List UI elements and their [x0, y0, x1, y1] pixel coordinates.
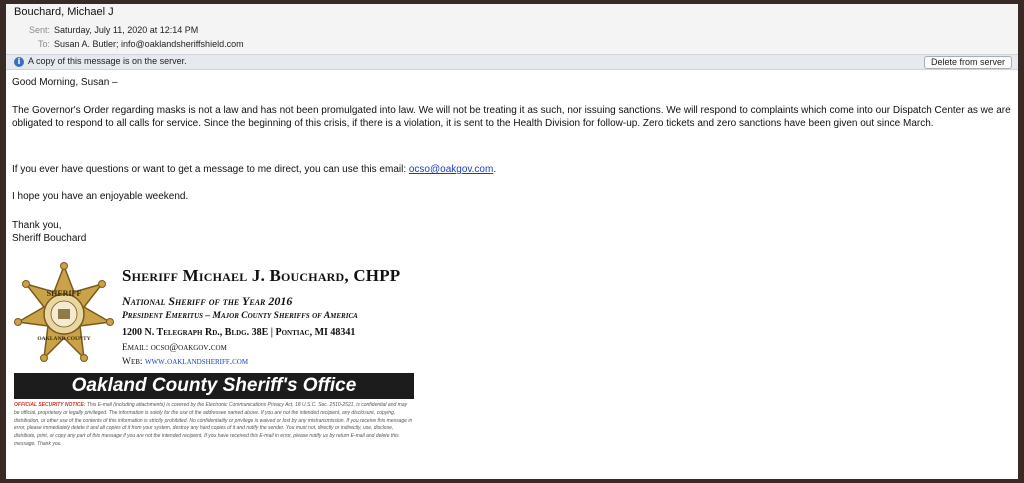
- delete-from-server-button[interactable]: Delete from server: [924, 56, 1012, 69]
- security-notice-text: This E-mail (including attachments) is covered by the Electronic Communications Privacy Act, 18 U.S.C. Sec. 2510-2521, is confidential and may be official, proprietary or legally privileged. The information is solely for the use of the addressee named above. If you are not the intended recipient, any disclosure, copying, distribution, or other use of the contents of this information is strictly prohibited. No confidentiality or privilege is waived or lost by any mistransmission. If you receive this message in error, please immediately delete it and all copies of it from your system, destroy any hard copies of it and notify the sender. You must not, directly or indirectly, use, disclose, distribute, print, or copy any part of this message if you are not the intended recipient. If you have received this E-mail in error, please notify us by return E-mail and delete this message. Thank you.: [14, 402, 413, 447]
- sheriff-star-badge: [12, 262, 116, 366]
- sender-name: Bouchard, Michael J: [14, 6, 114, 18]
- email-window: [6, 4, 1018, 479]
- greeting: Good Morning, Susan –: [12, 77, 118, 88]
- security-notice: [14, 402, 414, 449]
- weekend-paragraph: I hope you have an enjoyable weekend.: [12, 191, 189, 202]
- message-header: [6, 4, 1018, 54]
- to-row: [16, 39, 244, 49]
- office-banner: Oakland County Sheriff's Office: [14, 373, 414, 399]
- sent-value: Saturday, July 11, 2020 at 12:14 PM: [54, 25, 199, 35]
- body-paragraph: The Governor's Order regarding masks is not a law and has not been promulgated into law. We will not be treating it as such, nor issuing sanctions. We will respond to complaints which come into our Dispatch Center as we are obligated to respond to all calls for service. Since the beginning of this crisis, if there is a violation, it is sent to the Health Division for follow-up. Zero tickets and zero sanctions have been given out since March.: [12, 105, 1011, 129]
- signature-web: [122, 357, 248, 367]
- to-recipients[interactable]: Susan A. Butler; info@oaklandsheriffshield.com: [54, 39, 244, 49]
- email-link[interactable]: ocso@oakgov.com: [408, 164, 494, 175]
- badge-top-text: SHERIFF: [46, 289, 82, 298]
- signature-web-link[interactable]: www.oaklandsheriff.com: [144, 357, 249, 367]
- server-notice-text: A copy of this message is on the server.: [28, 56, 187, 66]
- signature-name: Sheriff Michael J. Bouchard, CHPP: [122, 266, 401, 285]
- server-notice-bar: [6, 54, 1018, 70]
- signature-email-label: Email:: [122, 343, 151, 353]
- signature-block: [122, 266, 401, 367]
- security-notice-lead: OFFICIAL SECURITY NOTICE:: [14, 402, 86, 408]
- contact-paragraph: [12, 164, 496, 175]
- sent-label: Sent:: [28, 25, 50, 35]
- signature-award: National Sheriff of the Year 2016: [122, 294, 293, 308]
- info-icon: i: [14, 57, 24, 67]
- signature-address: 1200 N. Telegraph Rd., Bldg. 38E | Pontiac, MI 48341: [122, 327, 356, 338]
- signature-email-value[interactable]: ocso@oakgov.com: [150, 343, 227, 353]
- to-label: To:: [37, 39, 50, 49]
- closing-thanks: Thank you,: [12, 220, 62, 231]
- contact-suffix: .: [493, 164, 497, 175]
- signature-title: President Emeritus – Major County Sheriffs of America: [122, 311, 358, 321]
- contact-text: If you ever have questions or want to get a message to me direct, you can use this email:: [12, 164, 409, 175]
- badge-bottom-text: OAKLAND COUNTY: [37, 336, 91, 342]
- closing: [12, 219, 86, 245]
- sent-row: [16, 25, 198, 35]
- signature-web-label: Web:: [122, 357, 145, 367]
- closing-signoff: Sheriff Bouchard: [12, 233, 87, 244]
- signature-email: [122, 343, 227, 353]
